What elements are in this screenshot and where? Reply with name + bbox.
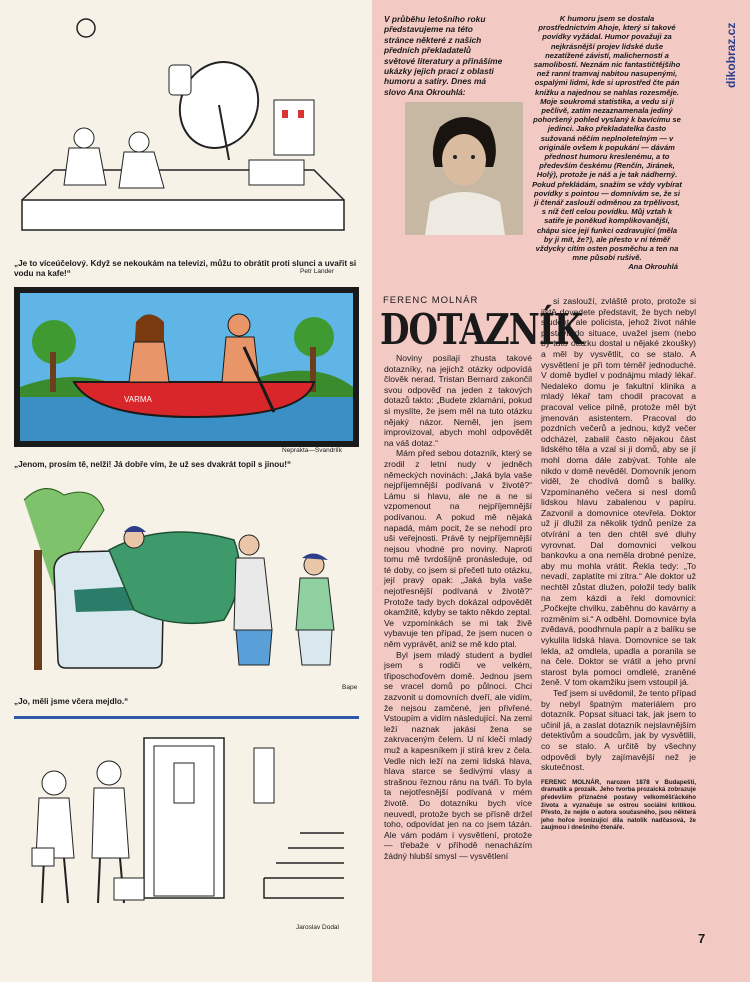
paragraph: si zaslouží, zvláště proto, protože si jistě dovedete představit, že bych nebyl student, ale policista, jehož život náhle postavil do situace, uvažel jsem (nebo by tuto otázku dostal u nějaké zkoušky) a měl by vysvětlit, co se stalo. A vysvětlení je při tom téměř jednoduché. V domě bydlel v podnájmu mladý lékař. Nedaleko domu je fakultní klinika a mladý lékař tam chodil pracovat a pracoval velice pilně, protože měl být jmenován asistentem. Pracoval do pozdních večerů a jednou, když večer odcházel, zabalil často nějakou část lidského těla a vzal si ji domů, aby se jí mohl doma dále zabývat. Tohle ale nikdo v domě nevěděl. Domovník jenom viděl, že chodívá domů s balíky. Vzpomínaného večera si nesl domů lidskou hlavu zabalenou v papíru. Zazvonil a domovnice otevřela. Doktor už jí dlužil za několik týdnů peníze za otvírání a ten den chtěl své dluhy vyrovnat. Dal domovnici velkou bankovku a ona neměla drobné peníze, aby mu mohla vrátit. Řekla tedy: „To nevadí, zaplatíte mi zítra.“ Ale doktor už nechtěl zůstat dlužen, položil tedy balík na zem kázdi a řekl domovnici: „Počkejte chvilku, zaběhnu do kavárny a rozměním si.“ A odběhl. Domovnice byla zvědavá, poodhrnula papír a z balíku se vykulila lidská hlava. Domovnice se tak lekla, až omdlela, upadla a poranila se na čele. Doktor se vrátil a jeho první starost byla pomoci omdlelé, zraněné ženě. V tom okamžiku jsem vstoupil já. bbox=[541, 296, 696, 688]
paragraph: Noviny posílají zhusta takové dotazníky, na jejichž otázky odpovídá člověk nerad. Tristan Bernard zakončil svou odpověď na jeden z takových dotazů takto: „Budete zklamáni, pokud si myslíte, že jsem měl na tuto otázku nějaký názor. Neměl, jen jsem improvizoval, abych mohl odpovědět na váš dotaz.“ bbox=[384, 353, 532, 448]
watermark: dikobraz.cz bbox=[724, 22, 738, 88]
credit-3: Bape bbox=[342, 684, 358, 691]
paragraph: Teď jsem si uvědomil, že tento případ by nebyl špatným materiálem pro dotazník. Popsat situaci tak, jak jsem to učinil já, a zaslat dotazník nejslavnějším detektivům a soudcům, jak by vysvětlili, co se stalo. A určitě by všechny odpovědi byly zajímavější než je skutečnost. bbox=[541, 687, 696, 773]
section-divider bbox=[14, 716, 359, 719]
intro-text: V průběhu letošního roku představujeme na této stránce některé z našich předních překladatelů světové literatury a přinášíme ukázky jejich prací z oblasti humoru a satiry. Dnes má slovo Ana Okrouhlá: bbox=[384, 14, 503, 97]
cartoon-garbage bbox=[14, 480, 359, 685]
paragraph: Byl jsem mladý student a bydlel jsem s rodiči ve velkém, třiposchoďovém domě. Jednou jsem se vracel domů po půlnoci. Chci zazvonit u domovních dveří, ale vidím, že nejsou zamčené, jen přivřené. Vstoupím a vidím následující. Na zemi leží naznak jakási žena se zakrvaceným čelem. U ní klečí mladý muž a kapesníkem jí stírá krev z čela. Vedle nich leží na zemi lidská hlava, hlava starce se šedivými vlasy a strašnou řeznou ránu na tváři. To byla ta nejotřesnější podívaná v mém životě. Do dotazníku bych více neuvedl, protože bych se přísně držel toho, odpovídat jen na co jsem tázán. Ale vám podám i vysvětlení, protože — třebaže v příhodě nenacházím žádný hlubší smysl — vysvětlení bbox=[384, 649, 532, 861]
quote-signature: Ana Okrouhlá bbox=[628, 262, 678, 272]
credit-4: Jaroslav Dodal bbox=[296, 924, 339, 931]
cartoon-tv-dish bbox=[14, 10, 359, 260]
article-title: DOTAZNÍK bbox=[380, 305, 583, 355]
boat-label: VARMA bbox=[124, 395, 152, 404]
credit-1: Petr Lander bbox=[300, 268, 334, 275]
page-number: 7 bbox=[698, 931, 706, 946]
article-column-2 bbox=[541, 296, 696, 832]
caption-1: „Je to víceúčelový. Když se nekoukám na televizi, můžu to obrátit proti slunci a uvařit si vodu na kafe!“ bbox=[14, 259, 357, 278]
caption-3: „Jo, měli jsme včera mejdlo.“ bbox=[14, 697, 129, 706]
paragraph: Mám před sebou dotazník, který se zrodil z letní nudy v jedněch německých novinách: „Jaká byla vaše nejpříjemnější podívaná v životě?“ Lámu si hlavu, ale ne a ne si vzpomenout na nejpříjemnější podívanou. A pokud mě nějaká napadá, mám pocit, že se nehodí pro uši veřejnosti. Právě ty nejpříjemnější nejsou vhodné pro noviny. Naproti tomu mě tvrdošíjně pronásleduje, od té doby, co jsem si přečetl tuto otázku, její pravý opak: „Jaká byla vaše nejotřesnější podívaná v životě?“ Protože tady bych dokázal odpovědět okamžitě, kdyby se takto někdo zeptal. Ve vzpomínkách se mi tak živě vybavuje ten případ, že jsem nucen o něm vyprávět, aniž se mě kdo ptal. bbox=[384, 448, 532, 650]
caption-2: „Jenom, prosím tě, nelži! Já dobře vím, že už ses dvakrát topil s jinou!“ bbox=[14, 460, 292, 469]
translator-photo bbox=[405, 102, 523, 235]
author-bio: FERENC MOLNÁR, narozen 1878 v Budapešti, dramatik a prozaik. Jeho tvorba prozaická zobrazuje především příznačné postavy velkoměšťáckého života a vyznačuje se ostrou sociální kritikou. Přesto, že nejde o autora současného, jsou některá jeho hořce ironizující díla natolik nadčasová, že zaujmou i dnešního čtenáře. bbox=[541, 778, 696, 832]
article-column-1 bbox=[384, 353, 532, 862]
article-author: FERENC MOLNÁR bbox=[383, 295, 479, 306]
translator-quote bbox=[532, 14, 682, 272]
credit-2: Neprakta—Švandrlík bbox=[282, 447, 342, 454]
cartoon-canoe bbox=[14, 287, 359, 447]
cartoon-door bbox=[14, 728, 359, 923]
quote-text: K humoru jsem se dostala prostřednictvím Ahoje, který si takové povídky vyžádal. Humor považuji za nejkrásnější projev lidské duše nezatížené závistí, malicherností a samolibostí. Neznám nic fantastičtějšího než ranní tramvaj nabitou nasupenými, ospalými lidmi, kde si uprostřed čte pán knížku a najednou se nahlas rozesměje. Moje soukromá statistika, a vedu si ji pečlivě, zatím nezaznamenala jediný pohoršený pohled vyslaný k bavícímu se jedinci. Jako překladatelka často sužovaná něčím neplnoletelným — v originále ovšem k popukání — dávám přednost humoru kreslenému, a to především českému (Renčín, Jiránek, Holý), protože je náš a je tak nádherný. Pokud překládám, snažím se vždy vybírat povídky s pointou — domnívám se, že si ji čtenář zaslouží odměnou za trpělivost, s níž četl celou povídku. Můj vztah k satiře je poněkud komplikovanější, chápu sice její funkci ozdravující (měla by ji mít, že?), ale přesto v ní téměř vždycky cítím osten posměchu a ten na mne působí rušivě. bbox=[532, 14, 682, 263]
